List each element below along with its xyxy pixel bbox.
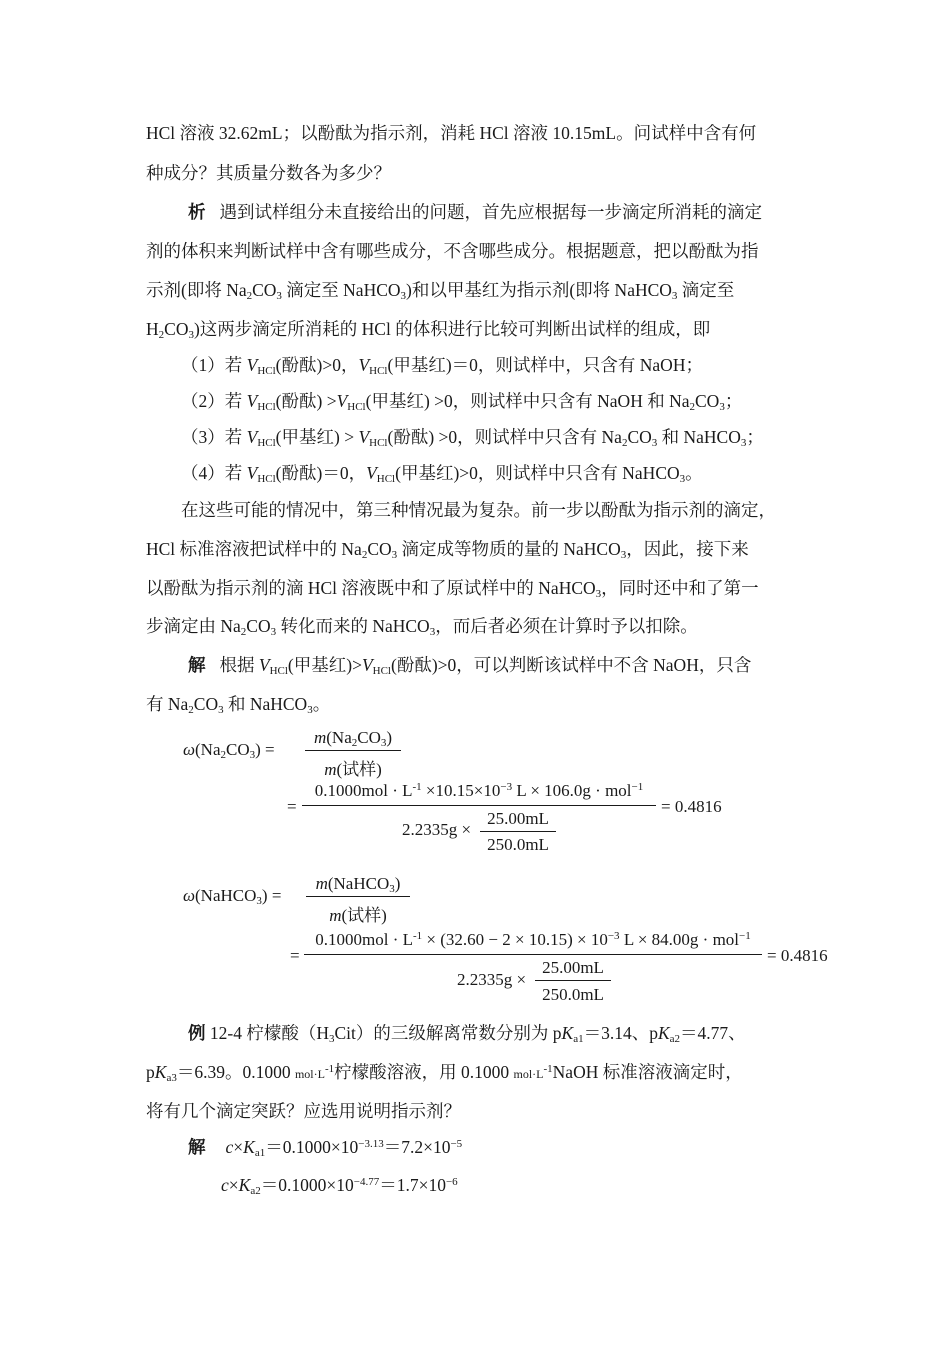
- text-line-1: HCl 溶液 32.62mL；以酚酞为指示剂，消耗 HCl 溶液 10.15mL。问试样中含有何: [146, 123, 757, 143]
- answer-line-1: 解 $c\times K_{a1}=0.1000\times 10^{-3.13}=7.2\times 10^{-5}$: [188, 1137, 463, 1159]
- analysis-label: 析: [188, 202, 206, 222]
- text-line-5: 示剂(即将 $Na_2CO_3$ 滴定至 NaHCO$_3$)和以甲基红为指示剂(即将 NaHCO$_3$ 滴定至: [146, 280, 735, 302]
- solution-label: 解: [188, 655, 206, 675]
- case-1: （1）若 $V_{HCl}$(酚酞)>0，$V_{HCl}$(甲基红)＝0，则试样中，只含有 NaOH；: [181, 355, 703, 377]
- eq1-big-numerator: $0.1000mol \cdot L^{-1} \times 10.15\times 10^{-3}$ L × 106.0g · mol$^{-1}$: [314, 781, 644, 800]
- answer-line-2: $c\times K_{a2}=0.1000\times 10^{-4.77}=1.7\times 10^{-6}$: [221, 1175, 458, 1197]
- eq1-fraction-bar: [305, 750, 401, 751]
- answer-label: 解: [188, 1137, 206, 1157]
- text-line-2: 种成分？其质量分数各为多少？: [146, 163, 391, 183]
- eq1-result: = 0.4816: [661, 797, 722, 816]
- eq2-small-numerator: 25.00mL: [542, 958, 604, 977]
- eq1-big-denominator: 2.2335g ×: [402, 820, 472, 839]
- analysis-line: 析 遇到试样组分未直接给出的问题，首先应根据每一步滴定所消耗的滴定: [188, 202, 762, 222]
- eq2-small-denominator: 250.0mL: [542, 985, 604, 1004]
- eq2-numerator: m(NaHCO$_3$): [315, 874, 401, 895]
- eq2-result: = 0.4816: [767, 946, 828, 965]
- eq2-equals: =: [290, 946, 300, 965]
- text-line-4: 剂的体积来判断试样中含有哪些成分，不含哪些成分。根据题意，把以酚酞为指: [146, 241, 759, 261]
- example-line-2: $pK_{a3}=6.39$。0.1000 $mol\cdot L^{-1}$柠檬酸溶液，用 0.1000 $mol\cdot L^{-1}NaOH$ 标准溶液滴定时，: [146, 1062, 743, 1084]
- solution-line-1: 解 根据 $V_{HCl}$(甲基红)$>V_{HCl}$(酚酞)>0，可以判断该试样中不含 NaOH，只含: [188, 655, 752, 677]
- para-line-3: 以酚酞为指示剂的滴 HCl 溶液既中和了原试样中的 NaHCO$_3$，同时还中和了第一: [146, 578, 759, 600]
- para-line-1: 在这些可能的情况中，第三种情况最为复杂。前一步以酚酞为指示剂的滴定，: [181, 500, 776, 520]
- eq2-big-numerator: $0.1000mol \cdot L^{-1} \times (32.60 - 2 \times 10.15) \times 10^{-3}$ L × 84.00g · mol$^{-1}$: [315, 930, 751, 949]
- eq1-denominator: m(试样): [324, 760, 382, 779]
- solution-line-2: 有 $Na_2CO_3$ 和 NaHCO$_3$。: [146, 694, 331, 716]
- example-line-1: 例 12-4 柠檬酸$(H_3Cit)$的三级解离常数分别为 $pK_{a1}=3.14$、$pK_{a2}=4.77$、: [188, 1023, 746, 1045]
- eq2-fraction-bar: [306, 896, 410, 897]
- example-label: 例: [188, 1023, 206, 1043]
- eq2-small-bar: [535, 980, 611, 981]
- text-line-6: $H_2CO_3$)这两步滴定所消耗的 HCl 的体积进行比较可判断出试样的组成，即: [146, 319, 711, 341]
- para-line-2: HCl 标准溶液把试样中的 $Na_2CO_3$ 滴定成等物质的量的 NaHCO$_3$，因此，接下来: [146, 539, 749, 561]
- eq2-big-denominator: 2.2335g ×: [457, 970, 527, 989]
- eq2-denominator: m(试样): [329, 906, 387, 925]
- eq2-big-bar: [304, 954, 762, 955]
- eq1-small-numerator: 25.00mL: [487, 809, 549, 828]
- eq1-small-bar: [480, 831, 556, 832]
- case-3: （3）若 $V_{HCl}$(甲基红) > $V_{HCl}$(酚酞) >0，则试样中只含有 $Na_2CO_3$ 和 NaHCO$_3$；: [181, 427, 764, 449]
- eq1-small-denominator: 250.0mL: [487, 835, 549, 854]
- example-line-3: 将有几个滴定突跃？应选用说明指示剂？: [146, 1101, 461, 1121]
- case-2: （2）若 $V_{HCl}$(酚酞) $>V_{HCl}$(甲基红) >0，则试样中只含有 NaOH 和 $Na_2CO_3$；: [181, 391, 743, 413]
- case-4: （4）若 $V_{HCl}$(酚酞)＝0，$V_{HCl}$(甲基红)>0，则试样中只含有 NaHCO$_3$。: [181, 463, 703, 485]
- eq1-numerator: $m(Na_2CO_3)$: [313, 728, 393, 749]
- eq1-big-bar: [302, 805, 656, 806]
- eq1-equals: =: [287, 797, 297, 816]
- eq1-lhs: $\omega(Na_2CO_3)$ =: [183, 740, 275, 761]
- para-line-4: 步滴定由 $Na_2CO_3$ 转化而来的 NaHCO$_3$，而后者必须在计算时予以扣除。: [146, 616, 698, 638]
- eq2-lhs: ω(NaHCO$_3$) =: [183, 886, 282, 907]
